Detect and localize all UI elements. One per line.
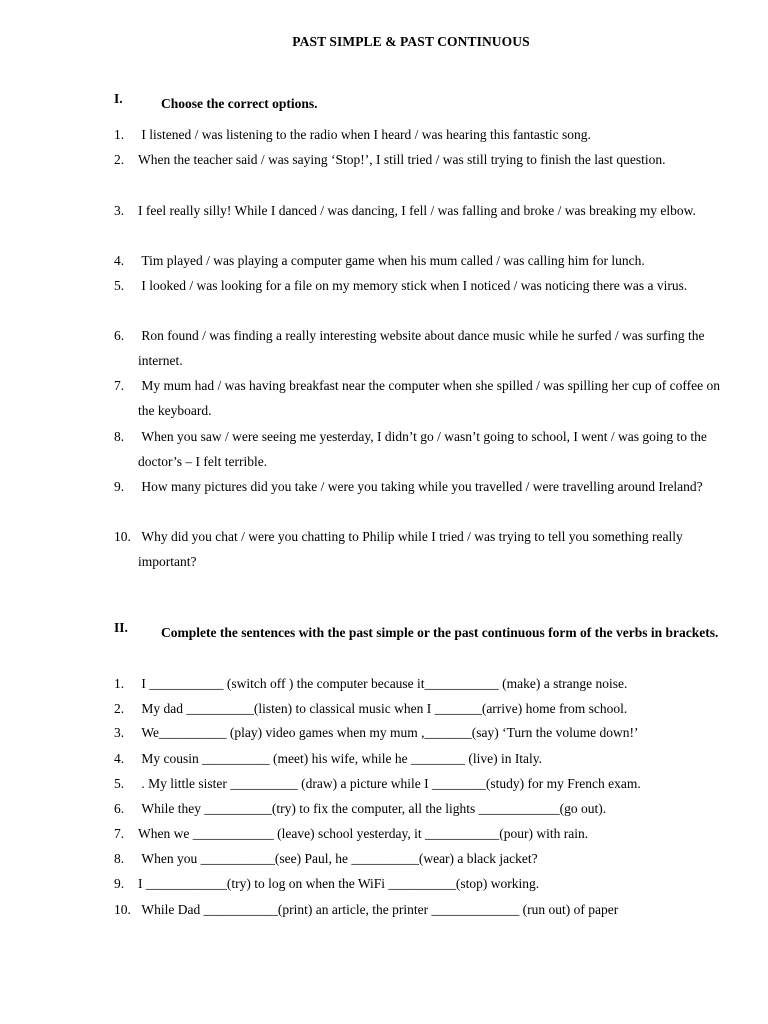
item-text: While Dad ___________(print) an article, the printer _____________ (run out) of paper bbox=[138, 902, 619, 917]
section-2-title: Complete the sentences with the past simple or the past continuous form of the verbs in brackets. bbox=[161, 625, 719, 640]
item-number: 10. bbox=[114, 529, 131, 544]
item-text: When we ____________ (leave) school yesterday, it ___________(pour) with rain. bbox=[138, 826, 589, 841]
item-number: 5. bbox=[114, 776, 125, 791]
item-text: I ____________(try) to log on when the WiFi __________(stop) working. bbox=[138, 876, 540, 891]
item-number: 8. bbox=[114, 851, 125, 866]
item-text: I looked / was looking for a file on my memory stick when I noticed / was noticing there was a virus. bbox=[138, 278, 688, 293]
item-number: 6. bbox=[114, 328, 125, 343]
section-2-number: II. bbox=[114, 620, 128, 635]
item-number: 5. bbox=[114, 278, 125, 293]
section-1-title: Choose the correct options. bbox=[161, 96, 318, 111]
item-number: 9. bbox=[114, 479, 125, 494]
item-text: When you ___________(see) Paul, he __________(wear) a black jacket? bbox=[138, 851, 538, 866]
item-text: Ron found / was finding a really interesting website about dance music while he surfed / was surfing the internet. bbox=[138, 328, 705, 369]
item-text: How many pictures did you take / were you taking while you travelled / were travelling around Ireland? bbox=[138, 479, 703, 494]
item-number: 4. bbox=[114, 751, 125, 766]
item-number: 7. bbox=[114, 378, 125, 393]
item-text: I ___________ (switch off ) the computer because it___________ (make) a strange noise. bbox=[138, 676, 628, 691]
item-number: 6. bbox=[114, 801, 125, 816]
item-text: When you saw / were seeing me yesterday, I didn’t go / wasn’t going to school, I went / was going to the doctor’s – I felt terrible. bbox=[138, 429, 707, 470]
item-text: Tim played / was playing a computer game when his mum called / was calling him for lunch. bbox=[138, 253, 645, 268]
item-text: We__________ (play) video games when my mum ,_______(say) ‘Turn the volume down!’ bbox=[138, 725, 639, 740]
item-number: 2. bbox=[114, 701, 125, 716]
item-number: 4. bbox=[114, 253, 125, 268]
item-number: 7. bbox=[114, 826, 125, 841]
item-text: I feel really silly! While I danced / was dancing, I fell / was falling and broke / was breaking my elbow. bbox=[138, 203, 696, 218]
item-number: 1. bbox=[114, 676, 125, 691]
item-number: 2. bbox=[114, 152, 125, 167]
section-1-number: I. bbox=[114, 91, 123, 106]
item-number: 1. bbox=[114, 127, 125, 142]
item-text: While they __________(try) to fix the computer, all the lights ____________(go out). bbox=[138, 801, 607, 816]
item-number: 3. bbox=[114, 203, 125, 218]
item-text: . My little sister __________ (draw) a picture while I ________(study) for my French exam. bbox=[138, 776, 641, 791]
item-number: 10. bbox=[114, 902, 131, 917]
item-text: When the teacher said / was saying ‘Stop!’, I still tried / was still trying to finish the last question. bbox=[138, 152, 666, 167]
item-text: Why did you chat / were you chatting to Philip while I tried / was trying to tell you something really important? bbox=[138, 529, 683, 570]
item-number: 3. bbox=[114, 725, 125, 740]
page-title: PAST SIMPLE & PAST CONTINUOUS bbox=[292, 34, 530, 49]
item-number: 9. bbox=[114, 876, 125, 891]
item-text: My mum had / was having breakfast near the computer when she spilled / was spilling her cup of coffee on the keyboard. bbox=[138, 378, 720, 419]
item-text: My dad __________(listen) to classical music when I _______(arrive) home from school. bbox=[138, 701, 628, 716]
item-text: I listened / was listening to the radio when I heard / was hearing this fantastic song. bbox=[138, 127, 591, 142]
item-text: My cousin __________ (meet) his wife, while he ________ (live) in Italy. bbox=[138, 751, 543, 766]
item-number: 8. bbox=[114, 429, 125, 444]
